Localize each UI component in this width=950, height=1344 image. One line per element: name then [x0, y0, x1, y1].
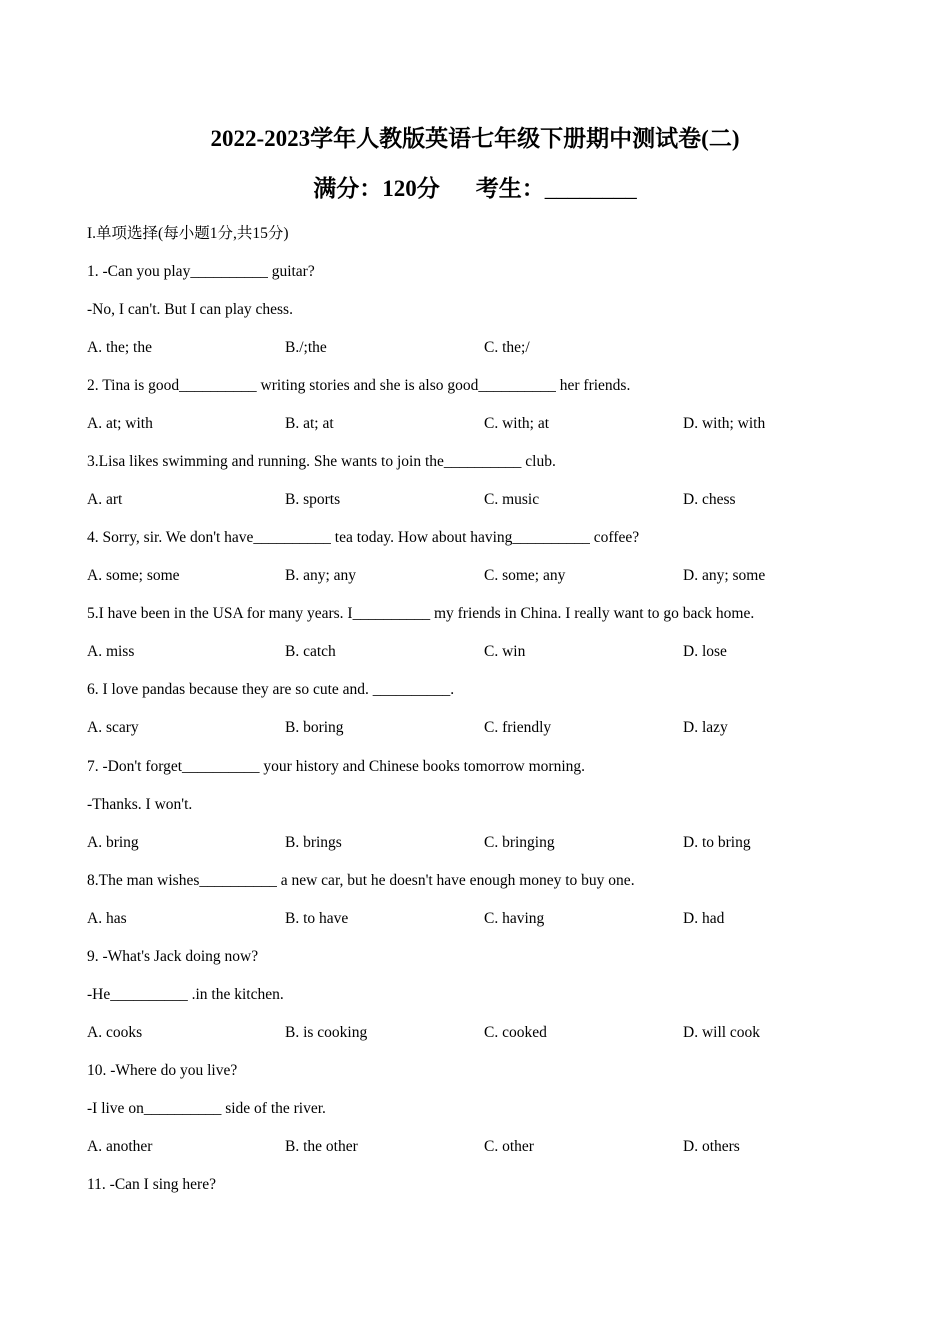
option-d: D. any; some: [683, 567, 766, 584]
question-stem-line2: -Thanks. I won't.: [87, 796, 193, 813]
option-b: B. catch: [285, 643, 336, 660]
option-b: B. to have: [285, 910, 349, 927]
option-d: D. lazy: [683, 719, 728, 736]
exam-subtitle: [0, 172, 950, 206]
question-stem: 6. I love pandas because they are so cute and. __________.: [87, 681, 455, 698]
option-b: B. brings: [285, 834, 342, 851]
option-c: C. win: [484, 643, 526, 660]
option-c: C. friendly: [484, 719, 552, 736]
section-heading: I.单项选择(每小题1分,共15分): [87, 225, 289, 242]
option-a: A. some; some: [87, 567, 180, 584]
option-b: B. boring: [285, 719, 344, 736]
option-a: A. the; the: [87, 339, 152, 356]
option-d: D. to bring: [683, 834, 751, 851]
option-a: A. art: [87, 491, 123, 508]
option-d: D. had: [683, 910, 725, 927]
option-a: A. has: [87, 910, 127, 927]
option-b: B. sports: [285, 491, 341, 508]
option-c: C. cooked: [484, 1024, 547, 1041]
question-stem-line2: -No, I can't. But I can play chess.: [87, 301, 293, 318]
full-score-label: 满分：120分: [313, 176, 440, 201]
option-b: B./;the: [285, 339, 327, 356]
option-d: D. lose: [683, 643, 727, 660]
option-c: C. with; at: [484, 415, 550, 432]
question-stem: 7. -Don't forget__________ your history and Chinese books tomorrow morning.: [87, 758, 586, 775]
option-a: A. cooks: [87, 1024, 143, 1041]
option-a: A. miss: [87, 643, 135, 660]
question-stem: 2. Tina is good__________ writing stories and she is also good__________ her friends.: [87, 377, 631, 394]
option-c: C. the;/: [484, 339, 530, 356]
question-stem: 11. -Can I sing here?: [87, 1176, 216, 1193]
option-c: C. other: [484, 1138, 534, 1155]
option-b: B. the other: [285, 1138, 358, 1155]
question-stem: 5.I have been in the USA for many years. I__________ my friends in China. I really want to go back home.: [87, 605, 755, 622]
option-c: C. music: [484, 491, 540, 508]
option-a: A. bring: [87, 834, 139, 851]
option-c: C. some; any: [484, 567, 566, 584]
student-label: 考生：: [475, 176, 545, 201]
option-a: A. scary: [87, 719, 139, 736]
option-a: A. another: [87, 1138, 153, 1155]
question-stem: 3.Lisa likes swimming and running. She wants to join the__________ club.: [87, 453, 556, 470]
option-c: C. bringing: [484, 834, 555, 851]
option-d: D. chess: [683, 491, 736, 508]
question-stem: 10. -Where do you live?: [87, 1062, 238, 1079]
option-a: A. at; with: [87, 415, 153, 432]
question-stem: 9. -What's Jack doing now?: [87, 948, 259, 965]
student-name-blank: ________: [544, 176, 637, 201]
option-b: B. any; any: [285, 567, 357, 584]
question-stem: 8.The man wishes__________ a new car, but he doesn't have enough money to buy one.: [87, 872, 635, 889]
option-c: C. having: [484, 910, 545, 927]
exam-title: 2022-2023学年人教版英语七年级下册期中测试卷(二): [210, 126, 740, 151]
question-stem: 1. -Can you play__________ guitar?: [87, 263, 315, 280]
question-stem-line2: -I live on__________ side of the river.: [87, 1100, 326, 1117]
option-d: D. will cook: [683, 1024, 761, 1041]
option-b: B. at; at: [285, 415, 334, 432]
question-stem: 4. Sorry, sir. We don't have__________ tea today. How about having__________ coffee?: [87, 529, 640, 546]
option-d: D. with; with: [683, 415, 766, 432]
option-b: B. is cooking: [285, 1024, 368, 1041]
option-d: D. others: [683, 1138, 740, 1155]
question-stem-line2: -He__________ .in the kitchen.: [87, 986, 284, 1003]
